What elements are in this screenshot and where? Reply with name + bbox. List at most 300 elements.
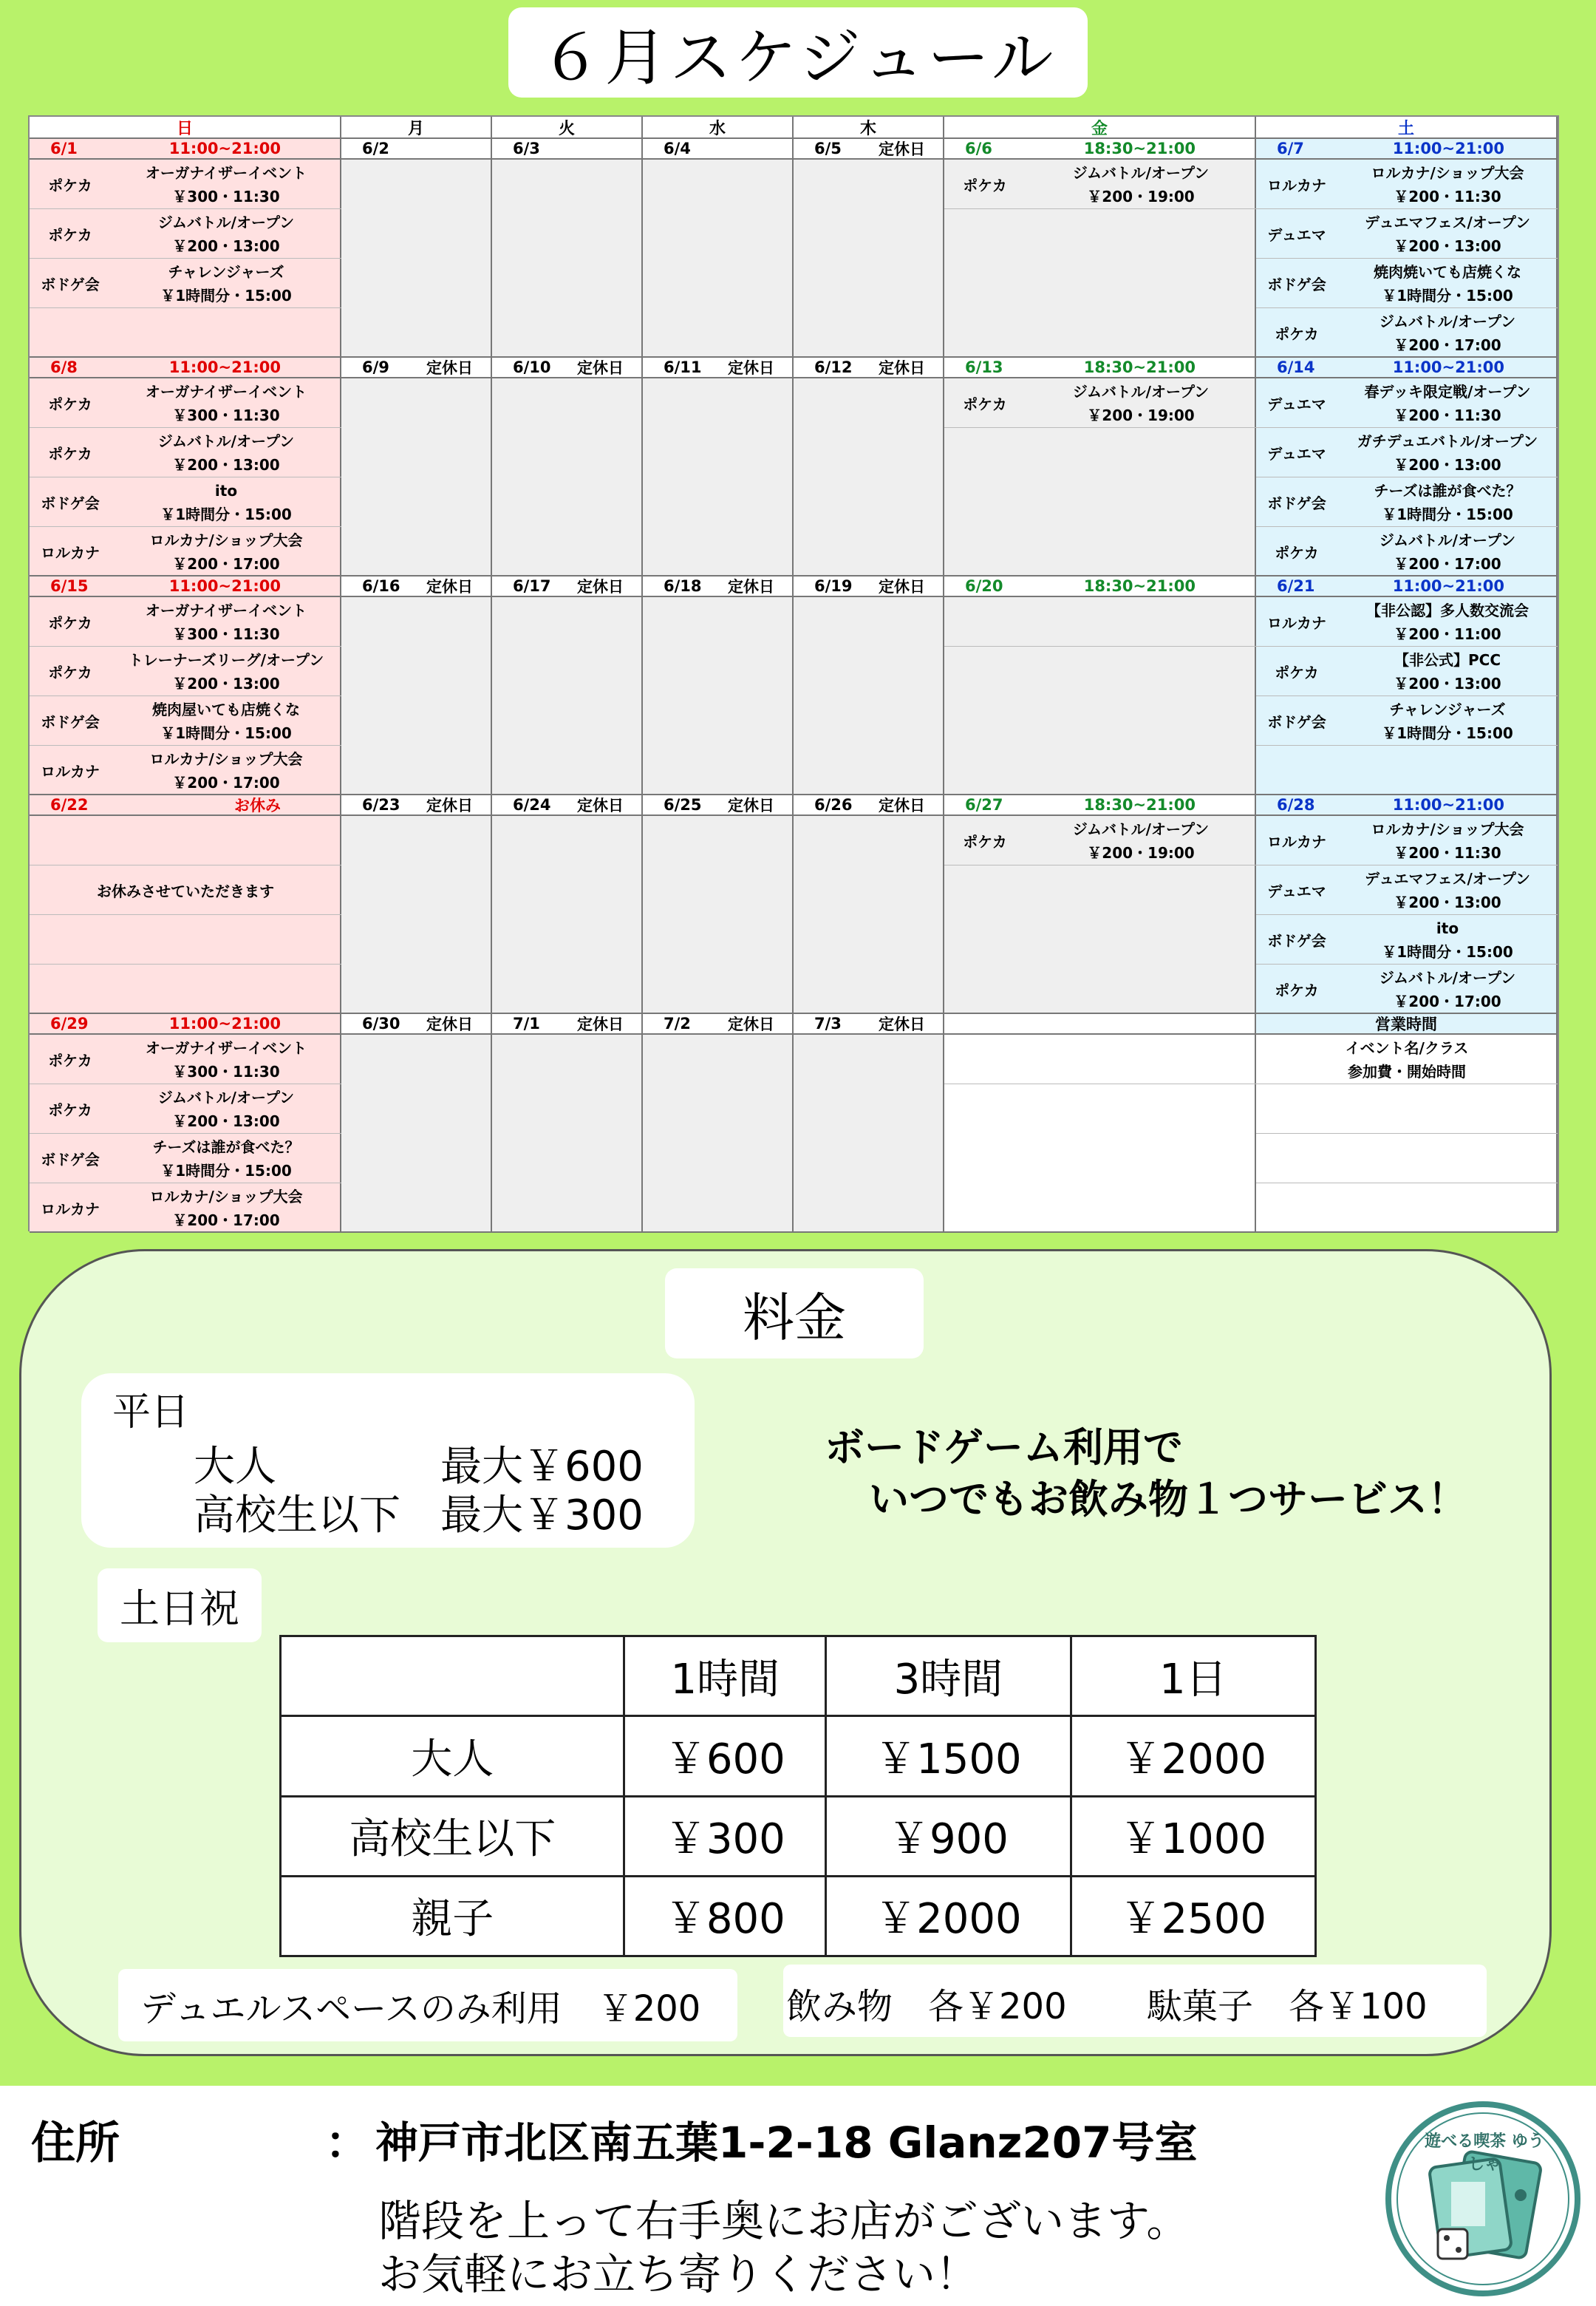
date-label: 6/5	[814, 140, 842, 157]
date-label: 6/18	[664, 577, 702, 595]
event-name: チャレンジャーズ	[1389, 700, 1506, 718]
event-item	[30, 1084, 341, 1134]
date-row	[1256, 139, 1558, 160]
date-row	[341, 139, 492, 160]
event-details	[111, 1135, 341, 1183]
table-cell: 親子	[281, 1876, 624, 1956]
date-label: 6/9	[362, 358, 389, 376]
event-name: ito	[1436, 919, 1459, 937]
event-details	[111, 747, 341, 795]
date-row	[944, 139, 1256, 160]
event-genre: ロルカナ	[1267, 177, 1326, 194]
event-name: ジムバトル/オープン	[157, 1088, 295, 1106]
day-cell	[794, 1035, 944, 1233]
event-fee-time: ￥200・13:00	[172, 674, 280, 693]
day-cell	[944, 1035, 1256, 1233]
date-label: 6/29	[50, 1015, 89, 1033]
event-item	[30, 259, 341, 308]
date-label: 6/23	[362, 796, 400, 814]
event-genre: ポケカ	[1275, 325, 1319, 343]
event-fee-time: ￥200・17:00	[1394, 554, 1501, 573]
date-row	[643, 139, 794, 160]
date-row	[794, 576, 944, 597]
event-item	[1256, 378, 1558, 428]
event-genre: ポケカ	[48, 1052, 92, 1069]
day-cell	[643, 160, 794, 358]
date-status: 定休日	[728, 578, 774, 596]
date-row	[341, 1014, 492, 1035]
event-name: ジムバトル/オープン	[157, 213, 295, 231]
event-fee-time: ￥200・17:00	[1394, 336, 1501, 354]
event-details	[111, 599, 341, 646]
event-fee-time: ￥200・11:00	[1394, 625, 1501, 643]
event-name: ジムバトル/オープン	[1072, 820, 1210, 838]
day-cell	[643, 378, 794, 576]
event-fee-time: ￥300・11:30	[172, 1062, 280, 1081]
event-item	[30, 378, 341, 428]
date-status: 定休日	[577, 578, 624, 596]
weekday-student-label: 高校生以下	[194, 1492, 400, 1540]
date-status: 定休日	[728, 359, 774, 377]
date-row	[944, 795, 1256, 816]
date-status: 11:00~21:00	[168, 1015, 281, 1033]
date-status: 定休日	[577, 797, 624, 814]
address-label: 住所	[31, 2118, 120, 2169]
day-cell	[341, 1035, 492, 1233]
date-label: 7/1	[513, 1015, 540, 1033]
event-genre: ボドゲ会	[41, 494, 100, 512]
date-label: 6/21	[1277, 577, 1315, 595]
event-name: ロルカナ/ショップ大会	[149, 749, 303, 768]
event-genre: デュエマ	[1267, 226, 1326, 244]
event-genre: ロルカナ	[41, 763, 100, 780]
date-label: 6/19	[814, 577, 853, 595]
slot-divider	[30, 964, 341, 965]
date-label: 6/12	[814, 358, 853, 376]
date-row	[341, 576, 492, 597]
event-details	[111, 429, 341, 477]
event-item	[30, 428, 341, 477]
event-details	[111, 1036, 341, 1084]
event-item	[30, 527, 341, 576]
event-name: オーガナイザーイベント	[145, 1038, 307, 1057]
day-cell	[794, 816, 944, 1014]
day-cell	[341, 816, 492, 1014]
event-genre: ボドゲ会	[1267, 932, 1326, 950]
table-cell: ￥2000	[826, 1876, 1071, 1956]
event-details	[1337, 380, 1558, 427]
date-status: 営業時間	[1375, 1016, 1437, 1033]
day-cell	[944, 597, 1256, 795]
page-title: ６月スケジュール	[508, 7, 1088, 98]
event-name: 【非公式】PCC	[1394, 650, 1501, 669]
event-details	[1337, 916, 1558, 964]
date-label: 7/3	[814, 1015, 842, 1033]
table-cell: ￥300	[624, 1796, 826, 1876]
date-label: 6/3	[513, 140, 540, 157]
weekday-header: 月	[341, 117, 492, 139]
event-details	[1337, 867, 1558, 914]
date-row	[30, 576, 341, 597]
event-item	[1256, 816, 1558, 865]
event-genre: ポケカ	[1275, 664, 1319, 681]
day-cell	[492, 816, 643, 1014]
event-genre: ロルカナ	[41, 544, 100, 562]
event-item	[1256, 308, 1558, 358]
event-name: ジムバトル/オープン	[1072, 382, 1210, 401]
date-label: 6/14	[1277, 358, 1315, 376]
event-genre: ポケカ	[1275, 982, 1319, 999]
date-row	[341, 795, 492, 816]
weekday-header: 火	[492, 117, 643, 139]
date-status: 11:00~21:00	[168, 140, 281, 157]
event-details	[1026, 817, 1256, 865]
event-details	[1337, 479, 1558, 526]
event-name: ジムバトル/オープン	[1072, 163, 1210, 182]
date-label: 6/20	[965, 577, 1003, 595]
event-fee-time: ￥1時間分・15:00	[1382, 942, 1513, 961]
date-row	[794, 358, 944, 378]
table-header-cell: 3時間	[826, 1636, 1071, 1716]
date-row	[944, 576, 1256, 597]
event-item	[1256, 209, 1558, 259]
date-label: 6/28	[1277, 796, 1315, 814]
event-name: ジムバトル/オープン	[157, 432, 295, 450]
event-details	[1337, 966, 1558, 1013]
duel-space-box: デュエルスペースのみ利用 ￥200	[118, 1969, 737, 2041]
event-fee-time: ￥200・17:00	[172, 773, 280, 792]
event-name: ロルカナ/ショップ大会	[149, 531, 303, 549]
day-cell	[341, 160, 492, 358]
day-cell	[492, 160, 643, 358]
event-item	[1256, 915, 1558, 965]
date-row	[492, 795, 643, 816]
event-fee-time: ￥200・13:00	[172, 237, 280, 255]
date-row	[1256, 358, 1558, 378]
date-status: 11:00~21:00	[1392, 358, 1504, 376]
event-fee-time: ￥200・13:00	[1394, 893, 1501, 911]
date-status: 定休日	[426, 359, 473, 377]
date-label: 6/7	[1277, 140, 1304, 157]
day-cell	[341, 597, 492, 795]
event-name: ジムバトル/オープン	[1379, 968, 1516, 987]
date-row	[643, 358, 794, 378]
day-cell	[794, 378, 944, 576]
directions-line-2: お気軽にお立ち寄りください！	[378, 2249, 979, 2299]
date-row	[794, 139, 944, 160]
date-row	[1256, 795, 1558, 816]
closed-note: お休みさせていただきます	[97, 882, 274, 900]
weekday-header: 木	[794, 117, 944, 139]
event-item	[30, 647, 341, 696]
date-row	[30, 358, 341, 378]
event-genre: ボドゲ会	[1267, 276, 1326, 293]
event-fee-time: ￥200・19:00	[1087, 843, 1195, 862]
event-fee-time: ￥200・19:00	[1087, 406, 1195, 424]
date-row	[643, 1014, 794, 1035]
event-details	[111, 698, 341, 745]
day-cell	[341, 378, 492, 576]
event-name: ito	[214, 481, 238, 500]
event-item	[1256, 865, 1558, 915]
date-row	[1256, 576, 1558, 597]
event-item	[30, 160, 341, 209]
event-fee-time: ￥200・19:00	[1087, 187, 1195, 205]
event-fee-time: ￥300・11:30	[172, 406, 280, 424]
date-row	[643, 795, 794, 816]
event-genre: ポケカ	[48, 226, 92, 244]
event-name: デュエマフェス/オープン	[1365, 869, 1530, 888]
event-name: オーガナイザーイベント	[145, 382, 307, 401]
date-row	[1256, 1014, 1558, 1035]
weekday-label: 平日	[112, 1390, 190, 1435]
event-details	[111, 528, 341, 576]
event-name: 焼肉屋いても店焼くな	[152, 700, 300, 718]
weekday-header: 金	[944, 117, 1256, 139]
date-label: 7/2	[664, 1015, 691, 1033]
event-item	[30, 209, 341, 259]
day-cell	[643, 597, 794, 795]
event-genre: ポケカ	[963, 833, 1007, 851]
date-status: 定休日	[577, 359, 624, 377]
event-details	[111, 1185, 341, 1232]
weekday-header: 土	[1256, 117, 1558, 139]
event-details	[111, 648, 341, 695]
event-genre: デュエマ	[1267, 882, 1326, 900]
event-item	[1256, 965, 1558, 1014]
schedule-calendar	[28, 115, 1559, 1231]
event-details	[1337, 528, 1558, 576]
date-row	[30, 1014, 341, 1035]
day-cell	[492, 1035, 643, 1233]
drink-price: 飲み物 各￥200	[786, 1986, 1067, 2027]
event-genre: ポケカ	[48, 177, 92, 194]
date-row	[30, 139, 341, 160]
event-genre: ポケカ	[48, 395, 92, 413]
drink-service-note-2: いつでもお飲み物１つサービス！	[869, 1476, 1467, 1523]
date-status: お休み	[234, 797, 281, 814]
date-status: 定休日	[879, 578, 925, 596]
table-cell: ￥2500	[1071, 1876, 1315, 1956]
event-details	[1026, 380, 1256, 427]
event-details	[1337, 310, 1558, 357]
event-details	[1337, 698, 1558, 745]
event-genre: ロルカナ	[41, 1200, 100, 1218]
weekday-header: 水	[643, 117, 794, 139]
event-details	[1337, 429, 1558, 477]
date-status: 11:00~21:00	[168, 358, 281, 376]
event-fee-time: ￥1時間分・15:00	[1382, 505, 1513, 523]
date-status: 11:00~21:00	[168, 577, 281, 595]
legend-item	[1256, 1035, 1558, 1084]
event-details	[1337, 211, 1558, 258]
event-genre: ロルカナ	[1267, 614, 1326, 632]
table-cell: ￥2000	[1071, 1716, 1315, 1796]
event-genre: ポケカ	[48, 445, 92, 463]
event-name: ジムバトル/オープン	[1379, 531, 1516, 549]
date-label: 6/6	[965, 140, 992, 157]
day-cell	[492, 597, 643, 795]
event-details	[1337, 161, 1558, 208]
event-fee-time: ￥200・13:00	[1394, 455, 1501, 474]
event-fee-time: ￥300・11:30	[172, 625, 280, 643]
event-fee-time: ￥200・11:30	[1394, 406, 1501, 424]
date-status: 11:00~21:00	[1392, 796, 1504, 814]
event-item	[944, 378, 1256, 428]
date-status: 定休日	[577, 1016, 624, 1033]
date-status: 11:00~21:00	[1392, 140, 1504, 157]
date-label: 6/4	[664, 140, 691, 157]
event-details	[1026, 161, 1256, 208]
date-label: 6/22	[50, 796, 89, 814]
table-cell: ￥1000	[1071, 1796, 1315, 1876]
weekday-header: 日	[30, 117, 341, 139]
event-genre: ボドゲ会	[1267, 713, 1326, 731]
date-label: 6/17	[513, 577, 551, 595]
date-row	[341, 358, 492, 378]
event-fee-time: ￥200・17:00	[1394, 992, 1501, 1010]
day-cell	[492, 378, 643, 576]
date-label: 6/10	[513, 358, 551, 376]
event-genre: ポケカ	[963, 177, 1007, 194]
event-item	[1256, 428, 1558, 477]
event-item	[30, 1035, 341, 1084]
date-label: 6/24	[513, 796, 551, 814]
event-name: 焼肉焼いても店焼くな	[1374, 262, 1521, 281]
date-label: 6/8	[50, 358, 78, 376]
date-label: 6/30	[362, 1015, 400, 1033]
event-item	[30, 696, 341, 746]
event-name: ジムバトル/オープン	[1379, 312, 1516, 330]
event-item	[30, 1134, 341, 1183]
event-name: デュエマフェス/オープン	[1365, 213, 1530, 231]
event-item	[1256, 597, 1558, 647]
event-details	[1337, 599, 1558, 646]
date-label: 6/25	[664, 796, 702, 814]
event-fee-time: ￥200・13:00	[172, 455, 280, 474]
event-details	[1337, 648, 1558, 695]
event-genre: ボドゲ会	[41, 713, 100, 731]
date-status: 定休日	[879, 140, 925, 158]
snack-price: 駄菓子 各￥100	[1147, 1986, 1428, 2027]
event-genre: ロルカナ	[1267, 833, 1326, 851]
event-details	[111, 479, 341, 526]
day-cell	[30, 816, 341, 1014]
event-name: ロルカナ/ショップ大会	[1371, 163, 1524, 182]
address-colon: ：	[325, 2118, 369, 2169]
event-details	[111, 161, 341, 208]
event-genre: デュエマ	[1267, 445, 1326, 463]
event-name: オーガナイザーイベント	[145, 163, 307, 182]
event-name: オーガナイザーイベント	[145, 601, 307, 619]
event-name: チーズは誰が食べた？	[1374, 481, 1521, 500]
date-status: 18:30~21:00	[1083, 140, 1196, 157]
date-status: 定休日	[879, 797, 925, 814]
event-item	[944, 816, 1256, 865]
date-row	[944, 358, 1256, 378]
event-fee-time: ￥1時間分・15:00	[160, 724, 292, 742]
holiday-label-box: 土日祝	[98, 1568, 262, 1642]
day-cell	[643, 1035, 794, 1233]
event-item	[30, 597, 341, 647]
event-genre: デュエマ	[1267, 395, 1326, 413]
event-details	[111, 260, 341, 307]
event-item	[1256, 527, 1558, 576]
date-status: 18:30~21:00	[1083, 358, 1196, 376]
date-label: 6/1	[50, 140, 78, 157]
event-fee-time: ￥200・13:00	[172, 1112, 280, 1130]
event-genre: ボドゲ会	[41, 1151, 100, 1169]
table-header-cell	[281, 1636, 624, 1716]
date-row	[492, 139, 643, 160]
event-genre: ポケカ	[1275, 544, 1319, 562]
slot-divider	[944, 646, 1256, 647]
date-status: 定休日	[728, 797, 774, 814]
day-cell	[794, 160, 944, 358]
date-row	[794, 795, 944, 816]
event-genre: ポケカ	[48, 664, 92, 681]
table-header-cell: 1時間	[624, 1636, 826, 1716]
event-item	[1256, 477, 1558, 527]
event-details	[1337, 260, 1558, 307]
event-item	[1256, 259, 1558, 308]
date-status: 定休日	[879, 359, 925, 377]
date-row	[643, 576, 794, 597]
date-row	[492, 358, 643, 378]
event-fee-time: ￥200・13:00	[1394, 237, 1501, 255]
date-status: 18:30~21:00	[1083, 796, 1196, 814]
event-fee-time: ￥1時間分・15:00	[1382, 724, 1513, 742]
date-row	[944, 1014, 1256, 1035]
date-label: 6/13	[965, 358, 1003, 376]
table-cell: ￥800	[624, 1876, 826, 1956]
date-label: 6/26	[814, 796, 853, 814]
event-name: ロルカナ/ショップ大会	[149, 1187, 303, 1205]
table-cell: ￥600	[624, 1716, 826, 1796]
table-cell: 高校生以下	[281, 1796, 624, 1876]
date-row	[492, 1014, 643, 1035]
table-cell: ￥1500	[826, 1716, 1071, 1796]
weekday-adult-price: 最大￥600	[440, 1443, 644, 1491]
event-item	[1256, 647, 1558, 696]
date-status: 定休日	[879, 1016, 925, 1033]
event-genre: ポケカ	[48, 1101, 92, 1119]
event-fee-time: ￥300・11:30	[172, 187, 280, 205]
event-name: チーズは誰が食べた？	[152, 1137, 300, 1156]
address-text: 神戸市北区南五葉1-2-18 Glanz207号室	[375, 2118, 1198, 2168]
day-cell	[643, 816, 794, 1014]
event-item	[30, 1183, 341, 1233]
date-status: 18:30~21:00	[1083, 577, 1196, 595]
event-item	[30, 477, 341, 527]
event-genre: ポケカ	[963, 395, 1007, 413]
event-genre: ポケカ	[48, 614, 92, 632]
event-name: ガチデュエバトル/オープン	[1357, 432, 1538, 450]
event-fee-time: ￥200・17:00	[172, 554, 280, 573]
weekday-student-price: 最大￥300	[440, 1492, 644, 1540]
event-name: チャレンジャーズ	[168, 262, 284, 281]
event-fee-time: ￥200・11:30	[1394, 187, 1501, 205]
date-row	[30, 795, 341, 816]
date-status: 11:00~21:00	[1392, 577, 1504, 595]
event-fee-time: ￥1時間分・15:00	[160, 505, 292, 523]
event-genre: ボドゲ会	[1267, 494, 1326, 512]
event-fee-time: ￥1時間分・15:00	[160, 286, 292, 305]
date-label: 6/27	[965, 796, 1003, 814]
date-status: 定休日	[426, 1016, 473, 1033]
event-fee-time: ￥1時間分・15:00	[160, 1161, 292, 1180]
date-row	[794, 1014, 944, 1035]
